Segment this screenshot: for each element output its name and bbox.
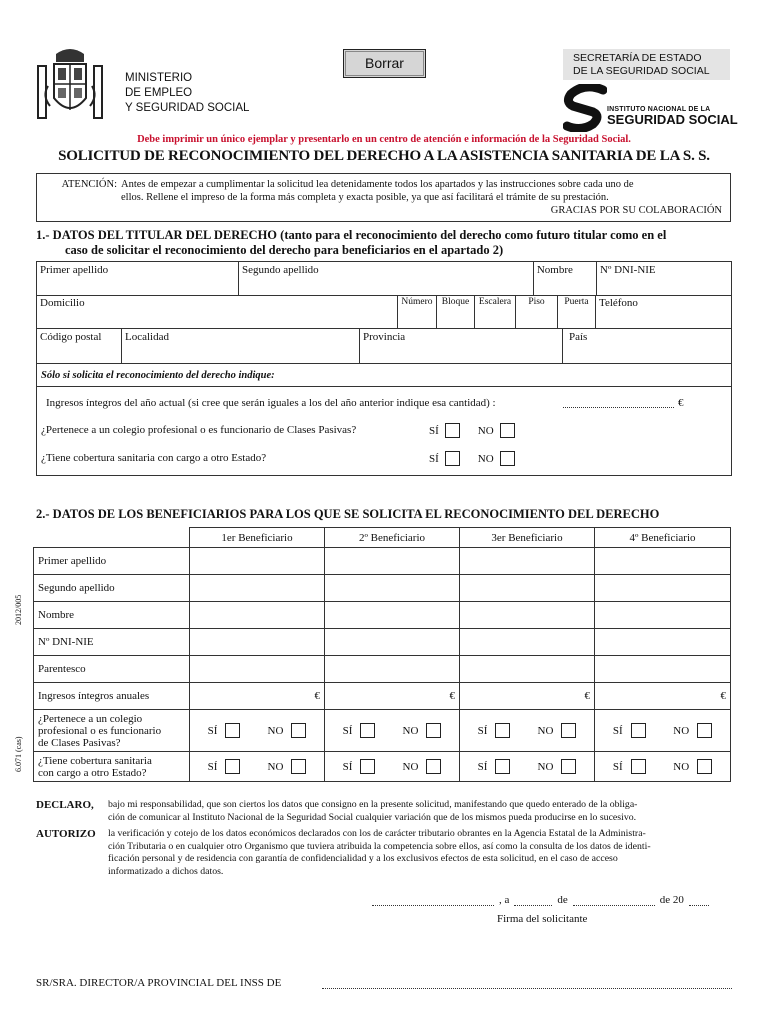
colegio-si-checkbox[interactable] [445,423,460,438]
cell-input[interactable] [460,629,595,656]
beneficiarios-table: 1er Beneficiario 2º Beneficiario 3er Beneficiario 4º Beneficiario Primer apellido Segundo apellido Nombre Nº DNI-NIE Parentesco Ingresos íntegros anuales € € € € ¿Pertenece a un colegio profesional o es funcionario de Clases Pasivas? SÍ NO SÍ NO SÍ NO SÍ NO ¿Tiene cobertura sanitaria con cargo a otro Estado? SÍ NO SÍ NO SÍ NO SÍ NO [33,527,731,782]
b4-colegio-si-checkbox[interactable] [631,723,646,738]
numero-field[interactable]: Número [398,295,437,328]
cell-input[interactable] [325,656,460,683]
attention-text-1: Antes de empezar a cumplimentar la solicitud lea detenidamente todos los apartados y las instrucciones sobre cada uno de [121,179,634,190]
b3-cobertura-no-checkbox[interactable] [561,759,576,774]
piso-field[interactable]: Piso [516,295,558,328]
row-label-cobertura: ¿Tiene cobertura sanitaria con cargo a otro Estado? [34,752,190,782]
page-title: SOLICITUD DE RECONOCIMIENTO DEL DERECHO A LA ASISTENCIA SANITARIA DE LA S. S. [58,148,710,164]
b3-colegio-si-checkbox[interactable] [495,723,510,738]
q-colegio-label: ¿Pertenece a un colegio profesional o es funcionario de Clases Pasivas? [41,424,357,436]
print-notice: Debe imprimir un único ejemplar y presentarlo en un centro de atención e información de la Seguridad Social. [137,134,631,145]
provincia-field[interactable]: Provincia [360,329,563,363]
inss-province-input[interactable] [322,979,732,989]
b2-cobertura-si-checkbox[interactable] [360,759,375,774]
cell-input[interactable]: € [460,683,595,710]
coat-of-arms-logo [34,46,106,124]
escalera-field[interactable]: Escalera [475,295,516,328]
cell-input[interactable]: € [325,683,460,710]
ministry-name: MINISTERIO DE EMPLEO Y SEGURIDAD SOCIAL [125,72,250,114]
cell-input[interactable] [595,575,731,602]
cell-input[interactable] [460,575,595,602]
b1-colegio-no-checkbox[interactable] [291,723,306,738]
row-label-colegio: ¿Pertenece a un colegio profesional o es funcionario de Clases Pasivas? [34,710,190,752]
colegio-no-checkbox[interactable] [500,423,515,438]
side-code-bottom: 6.071 (cas) [14,736,23,772]
section2-heading: 2.- DATOS DE LOS BENEFICIARIOS PARA LOS QUE SE SOLICITA EL RECONOCIMIENTO DEL DERECHO [36,507,660,521]
cell-input[interactable] [595,548,731,575]
ingresos-label: Ingresos íntegros del año actual (si cree que serán iguales a los del año anterior indique esa cantidad) : [46,397,496,409]
b4-colegio-no-checkbox[interactable] [697,723,712,738]
b2-colegio-no-checkbox[interactable] [426,723,441,738]
cell-input[interactable] [190,548,325,575]
b1-cobertura-no-checkbox[interactable] [291,759,306,774]
ingresos-input[interactable] [563,398,674,408]
cell-input[interactable] [595,656,731,683]
b2-colegio-si-checkbox[interactable] [360,723,375,738]
section1-heading: 1.- DATOS DEL TITULAR DEL DERECHO (tanto para el reconocimiento del derecho como futuro titular como en el caso de solicitar el reconocimiento del derecho para beneficiarios en el apartado 2) [36,228,667,257]
attention-text-2: ellos. Rellene el impreso de la forma más completa y exacta posible, ya que así facilitará el trámite de su prestación. [121,192,609,203]
ingresos-euro: € [678,397,684,409]
nombre-field[interactable]: Nombre [533,262,596,296]
day-input[interactable] [514,896,552,906]
col-header-1: 1er Beneficiario [190,528,325,548]
domicilio-field[interactable]: Domicilio [37,295,398,328]
b3-cobertura-si-checkbox[interactable] [495,759,510,774]
row-label: Parentesco [34,656,190,683]
cell-input[interactable] [595,602,731,629]
b1-colegio-si-checkbox[interactable] [225,723,240,738]
attention-label: ATENCIÓN: [61,179,117,190]
cell-input[interactable] [325,575,460,602]
puerta-field[interactable]: Puerta [558,295,596,328]
b3-colegio-no-checkbox[interactable] [561,723,576,738]
pais-field[interactable]: País [569,331,588,343]
year-input[interactable] [689,896,709,906]
primer-apellido-field[interactable]: Primer apellido [37,262,239,296]
autorizo-label: AUTORIZO [36,828,96,840]
cell-input[interactable] [190,602,325,629]
footer-label: SR/SRA. DIRECTOR/A PROVINCIAL DEL INSS DE [36,977,282,989]
row-label: Ingresos íntegros anuales [34,683,190,710]
only-if-label: Sólo si solicita el reconocimiento del derecho indique: [41,370,275,381]
firma-label: Firma del solicitante [497,913,588,925]
cell-input[interactable] [190,629,325,656]
row-label: Nº DNI-NIE [34,629,190,656]
cell-input[interactable] [460,602,595,629]
secretaria-box: SECRETARÍA DE ESTADO DE LA SEGURIDAD SOCIAL [563,49,730,80]
row-label: Nombre [34,602,190,629]
inss-logo-icon [563,84,607,132]
declaro-label: DECLARO, [36,799,94,811]
autorizo-block: AUTORIZO la verificación y cotejo de los datos económicos declarados con los de carácter tributario obrantes en la Agencia Estatal de la Administra- ción Tributaria o en cualquier otro Organismo que tuviera atribuida la competencia sobre ellos, así como la consulta de los datos de identi- ficación personal y de residencia con garantía de confidencialidad y a los exclusivos efectos de esta solicitud, en el caso de acceso informatizado a dichos datos. [36,828,651,877]
codigo-postal-field[interactable]: Código postal [37,329,122,363]
b4-cobertura-no-checkbox[interactable] [697,759,712,774]
month-input[interactable] [573,896,655,906]
q-cobertura-label: ¿Tiene cobertura sanitaria con cargo a otro Estado? [41,452,267,464]
b4-cobertura-si-checkbox[interactable] [631,759,646,774]
cell-input[interactable]: € [190,683,325,710]
col-header-4: 4º Beneficiario [595,528,731,548]
titular-table [36,261,732,296]
col-header-3: 3er Beneficiario [460,528,595,548]
cell-input[interactable] [460,656,595,683]
domicilio-row [36,295,732,329]
attention-thanks: GRACIAS POR SU COLABORACIÓN [550,205,722,216]
declaro-block: DECLARO, bajo mi responsabilidad, que son ciertos los datos que consigno en la presente solicitud, manifestando que quedo enterado de la obliga- ción de comunicar al Instituto Nacional de la Seguridad Social cualquier variación que de los mismos pueda producirse en lo sucesivo. [36,799,638,823]
inss-name: INSTITUTO NACIONAL DE LA SEGURIDAD SOCIAL [607,106,738,127]
segundo-apellido-field[interactable]: Segundo apellido [239,262,534,296]
attention-box [36,173,731,222]
telefono-field[interactable]: Teléfono [599,297,638,309]
cell-input[interactable] [190,575,325,602]
address-row [36,329,732,364]
row-label: Primer apellido [34,548,190,575]
cell-input[interactable] [190,656,325,683]
place-input[interactable] [372,896,494,906]
b1-cobertura-si-checkbox[interactable] [225,759,240,774]
b2-cobertura-no-checkbox[interactable] [426,759,441,774]
dni-field[interactable]: Nº DNI-NIE [597,262,732,296]
conditional-box: Sólo si solicita el reconocimiento del derecho indique: Ingresos íntegros del año actual (si cree que serán iguales a los del año anterior indique esa cantidad) : € ¿Pertenece a un colegio profesional o es funcionario de Clases Pasivas? SÍ NO ¿Tiene cobertura sanitaria con cargo a otro Estado? SÍ NO [36,364,732,476]
cell-input[interactable] [595,629,731,656]
cell-input[interactable] [325,602,460,629]
signature-line: , a de de 20 [372,894,709,906]
cell-input[interactable] [325,629,460,656]
cell-input[interactable] [460,548,595,575]
cobertura-no-checkbox[interactable] [500,451,515,466]
clear-button[interactable]: Borrar [343,49,426,78]
col-header-2: 2º Beneficiario [325,528,460,548]
cell-input[interactable]: € [595,683,731,710]
bloque-field[interactable]: Bloque [437,295,475,328]
cobertura-si-checkbox[interactable] [445,451,460,466]
localidad-field[interactable]: Localidad [122,329,360,363]
cell-input[interactable] [325,548,460,575]
side-code-top: 2012/005 [14,594,23,625]
row-label: Segundo apellido [34,575,190,602]
